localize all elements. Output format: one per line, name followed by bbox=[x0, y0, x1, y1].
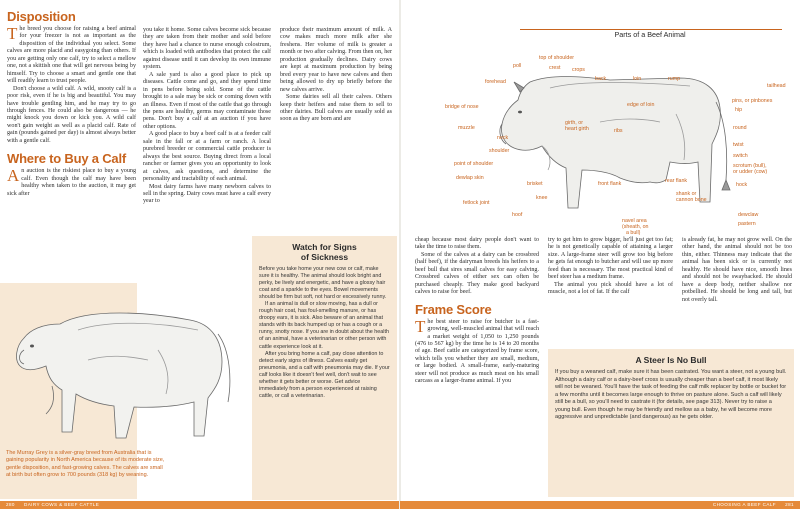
label-ribs: ribs bbox=[614, 128, 623, 134]
sidebar-sickness bbox=[252, 236, 397, 500]
label-edge-of-loin: edge of loin bbox=[627, 102, 655, 108]
paragraph: Don't choose a wild calf. A wild, snooty calf is a poor risk, even if he is big and beautiful. You may have trouble gentling him, and he may try to go through fences. He could also be dangerous — he might knock you down or kick you. A wild calf won't gain weight as well as a placid calf. Rate of gain (pounds gained per day) is almost always better with a gentle calf. bbox=[7, 85, 136, 144]
paragraph: Some of the calves at a dairy can be crossbred (half beef), if the dairyman breeds his heifers to a beef bull that sires small calves for easy calving. Crossbred calves of either sex can often be purchased cheaply. They make good backyard calves to raise for beef. bbox=[415, 251, 539, 296]
label-twist: twist bbox=[733, 142, 744, 148]
running-head: DAIRY COWS & BEEF CATTLE bbox=[24, 502, 100, 507]
label-back: back bbox=[595, 76, 607, 82]
label-hip: hip bbox=[735, 107, 743, 113]
label-shoulder: shoulder bbox=[489, 148, 510, 154]
paragraph: Some dairies sell all their calves. Others keep their heifers and raise them to sell to other dairies. Bull calves are usually sold as soon as they are born and are bbox=[280, 94, 392, 123]
sidebar-title: Watch for Signs of Sickness bbox=[292, 242, 357, 262]
label-poll: poll bbox=[513, 63, 522, 69]
left-column-3 bbox=[280, 27, 392, 124]
label-cannon-bone: cannon bone bbox=[676, 197, 707, 203]
page-number: 280 bbox=[6, 502, 15, 507]
label-switch: switch bbox=[733, 153, 748, 159]
paragraph: A sale yard is also a good place to pick up diseases. Cattle come and go, and they spend time in pens before being sold. Some of the cattle brought to a sale may be sick or coming down with an illness. Even if most of the cattle that go through the pens are healthy, germs may contaminate those pens. Don't buy a calf at an auction if you have other options. bbox=[143, 71, 271, 130]
label-on-a-bull: a bull) bbox=[626, 230, 641, 236]
paragraph: An auction is the riskiest place to buy a young calf. Even though the calf may have been healthy when taken to the auction, it may get sick after bbox=[7, 166, 136, 197]
paragraph: The breed you choose for raising a beef animal for your freezer is not as important as the disposition of the individual you select. Some calves are more placid and easygoing than others. If you are getting only one calf, try to select a mellow one, not a skittish one that will get nervous being by himself. Try to choose a smart and gentle one that will readily learn to trust people. bbox=[7, 24, 136, 85]
label-hock: hock bbox=[736, 182, 748, 188]
label-navel-area: navel area bbox=[622, 218, 647, 224]
label-udder: or udder (cow) bbox=[733, 169, 768, 175]
left-column-1 bbox=[7, 9, 136, 198]
paragraph: try to get him to grow bigger, he'll just get too fat; he is not genetically capable of attaining a larger size. A large-frame steer will grow too big before he gets fat enough to butcher and will use up more feed than is necessary. The most practical kind of beef steer has a medium frame. bbox=[548, 237, 673, 281]
label-pastern: pastern bbox=[738, 221, 756, 227]
paragraph: is already fat, he may not grow well. On the other hand, the animal should not be too thin, either. Thinness may indicate that the animal has been sick or is currently not healthy. He should have nice, smooth lines and should not be swaybacked. He should have a deep body, neither shallow nor potbellied. He should be long and tall, but not overly tall. bbox=[682, 237, 792, 303]
label-loin: loin bbox=[633, 76, 642, 82]
label-forehead: forehead bbox=[485, 79, 506, 85]
label-muzzle: muzzle bbox=[458, 125, 475, 131]
page-number: 281 bbox=[785, 502, 794, 507]
label-neck: neck bbox=[497, 135, 509, 141]
label-sheath: (sheath, on bbox=[622, 224, 649, 230]
drop-cap: T bbox=[7, 24, 18, 43]
heading-frame-score: Frame Score bbox=[415, 301, 492, 317]
label-girth: girth, or bbox=[565, 120, 583, 126]
heading-disposition: Disposition bbox=[7, 9, 76, 24]
paragraph: you take it home. Some calves become sick because they are taken from their mother and sold before they have had a chance to nurse enough colostrum, which is loaded with antibodies that protect the calf against disease until it can develop its own immune system. bbox=[143, 27, 271, 71]
label-pins: pins, or pinbones bbox=[732, 98, 773, 104]
footer-left bbox=[0, 501, 400, 509]
label-top-of-shoulder: top of shoulder bbox=[539, 55, 575, 61]
label-brisket: brisket bbox=[527, 181, 543, 187]
running-head: CHOOSING A BEEF CALF bbox=[712, 502, 776, 507]
label-tailhead: tailhead bbox=[767, 83, 786, 89]
label-bridge-of-nose: bridge of nose bbox=[445, 104, 479, 110]
right-column-1 bbox=[415, 237, 539, 386]
sidebar-title: A Steer Is No Bull bbox=[635, 355, 707, 365]
label-front-flank: front flank bbox=[598, 181, 622, 187]
bull-caption: The Murray Grey is a silver-gray breed from Australia that is gaining popularity in North America because of its moderate size, gentle disposition, and fast-growing calves. The calves are small at birth but often grow to 700 pounds (318 kg) by weaning. bbox=[6, 450, 165, 478]
label-dewclaw: dewclaw bbox=[738, 212, 759, 218]
beef-animal-illustration bbox=[490, 52, 750, 232]
paragraph: cheap because most dairy people don't want to take the time to raise them. bbox=[415, 237, 539, 251]
label-dewlap-skin: dewlap skin bbox=[456, 175, 484, 181]
murray-grey-bull-illustration bbox=[8, 290, 240, 450]
right-page bbox=[400, 0, 800, 509]
right-column-2 bbox=[548, 237, 673, 297]
drop-cap: T bbox=[415, 316, 426, 336]
heading-where-to-buy: Where to Buy a Calf bbox=[7, 151, 126, 167]
right-column-3 bbox=[682, 237, 792, 304]
paragraph: The animal you pick should have a lot of muscle, not a lot of fat. If the calf bbox=[548, 281, 673, 296]
sidebar-steer bbox=[548, 349, 794, 497]
paragraph: The best steer to raise for butcher is a fast-growing, well-muscled animal that will reach a market weight of 1,050 to 1,250 pounds (476 to 567 kg) by the time he is 14 to 20 months of age. Beef cattle are categorized by frame score, which tells you whether they are small, medium, or large bodied. A small-frame, early-maturing steer will not produce as much meat on his small carcass as a larger-frame animal. If you bbox=[415, 316, 539, 385]
label-scrotum: scrotum (bull), bbox=[733, 163, 767, 169]
label-rear-flank: rear flank bbox=[665, 178, 688, 184]
label-heart-girth: heart girth bbox=[565, 126, 589, 132]
paragraph: produce their maximum amount of milk. A cow makes much more milk after she freshens. Her volume of milk is greater a month or two after calving. From then on, her production gradually declines. Dairy cows are kept at maximum production by being bred every year to have new calves and then being allowed to dry up briefly before the new calves arrive. bbox=[280, 27, 392, 93]
label-rump: rump bbox=[668, 76, 681, 82]
label-knee: knee bbox=[536, 195, 548, 201]
label-round: round bbox=[733, 125, 747, 131]
label-fetlock-joint: fetlock joint bbox=[463, 200, 490, 206]
label-hoof: hoof bbox=[512, 212, 523, 218]
label-point-of-shoulder: point of shoulder bbox=[454, 161, 494, 167]
paragraph: A good place to buy a beef calf is at a feeder calf sale in the fall or at a farm or ranch. A local purebred breeder or commercial cattle producer is always the best source. Buying direct from a local rancher or farmer gives you an opportunity to look at calves, ask questions, and determine the personality and tractability of each animal. bbox=[143, 131, 271, 183]
label-crest: crest bbox=[549, 65, 561, 71]
diagram-title: Parts of a Beef Animal bbox=[606, 30, 693, 39]
left-column-2 bbox=[143, 27, 271, 206]
label-crops: crops bbox=[572, 67, 585, 73]
footer-right bbox=[400, 501, 800, 509]
sidebar-body: If you buy a weaned calf, make sure it has been castrated. You want a steer, not a young bull. Although a dairy calf or a dairy-beef cross is usually cheaper than a beef calf, it most likely will not be weaned. You'll have the task of feeding the calf milk replacer by bottle or bucket for a few months until it becomes large enough to thrive on pasture alone. Such a calf will likely still be a bull, so you'll need to castrate it (for details, see page 313). Never try to raise a young bull. Even though he may be friendly and mellow as a baby, he will become more aggressive and unpredictable (and dangerous) as he gets older. bbox=[555, 369, 787, 420]
sidebar-body: Before you take home your new cow or calf, make sure it is healthy. The animal should look bright and perky, be lively and energetic, and have a glossy hair coat and a sparkle to the eyes. Bowel movements should be firm but soft, not hard or excessively runny. If an animal is dull or slow moving, has a dull or rough hair coat, has foul-smelling manure, or has droopy ears, it is sick. Also beware of an animal that stands with its back humped up or has a cough or a runny, snotty nose. If you are in doubt about the health of an animal, have a veterinarian or other person with cattle experience look at it. After you bring home a calf, pay close attention to detect early signs of illness. Calves easily get pneumonia, and a calf with pneumonia may die. If your calf looks like it doesn't feel well, don't wait to see whether it gets better or worse. Get advice immediately from a person experienced at raising cattle, or call a veterinarian. bbox=[259, 266, 390, 399]
label-shank: shank or bbox=[676, 191, 697, 197]
paragraph: Most dairy farms have many newborn calves to sell in the spring. Dairy cows must have a calf every year to bbox=[143, 183, 271, 205]
drop-cap: A bbox=[7, 166, 20, 186]
